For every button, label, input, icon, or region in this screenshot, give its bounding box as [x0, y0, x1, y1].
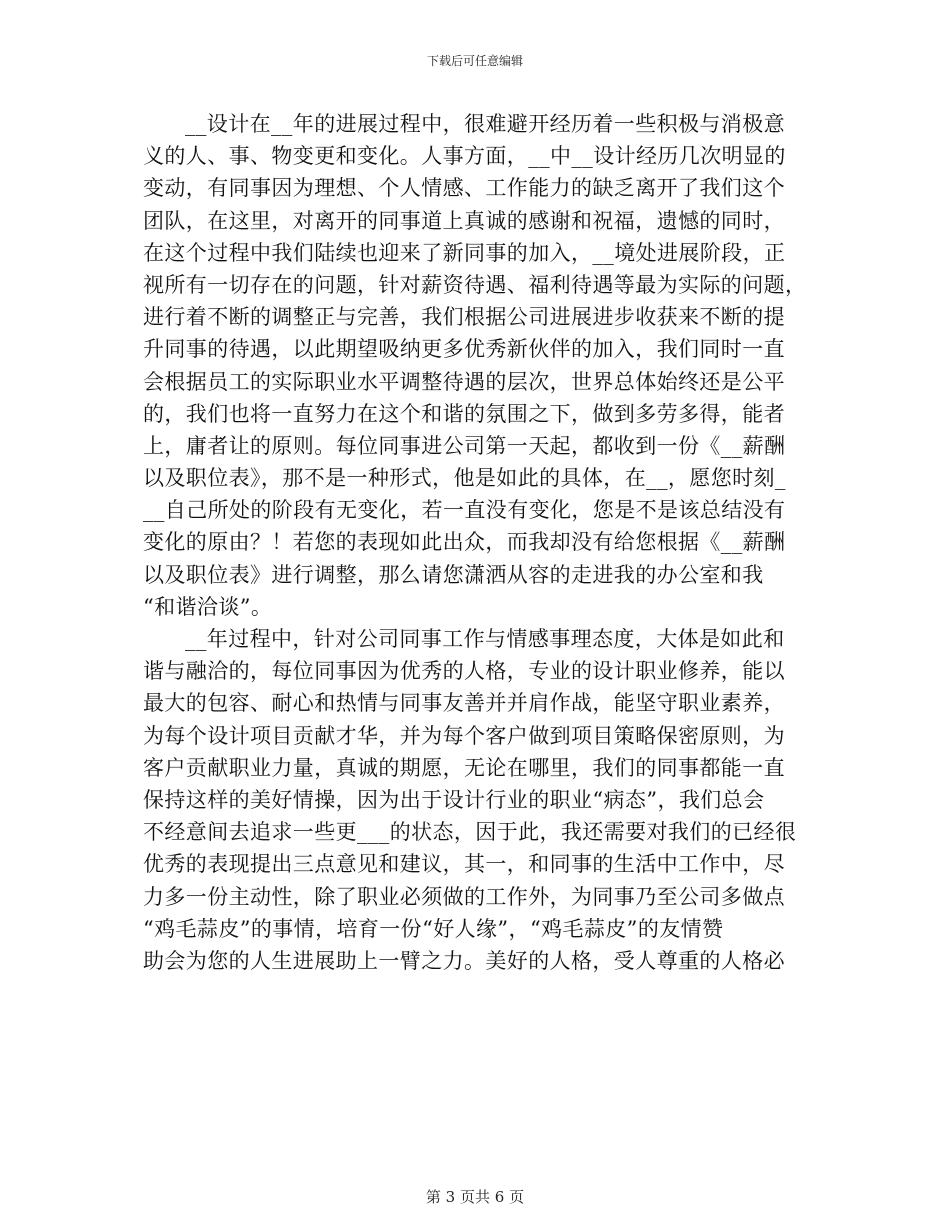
- paragraph-2-line: 优秀的表现提出三点意见和建议，其一，和同事的生活中工作中，尽: [143, 852, 785, 877]
- paragraph-2-line: 为每个设计项目贡献才华，并为每个客户做到项目策略保密原则，为: [143, 723, 785, 748]
- paragraph-2-line: 力多一份主动性，除了职业必须做的工作外，为同事乃至公司多做点: [143, 884, 785, 909]
- paragraph-2-line: 客户贡献职业力量，真诚的期愿，无论在哪里，我们的同事都能一直: [143, 755, 785, 780]
- paragraph-2-line: 谐与融洽的，每位同事因为优秀的人格，专业的设计职业修养，能以: [143, 659, 785, 684]
- paragraph-1-line: 以及职位表》，那不是一种形式，他是如此的具体，在__，愿您时刻_: [143, 466, 786, 491]
- paragraph-1-line: 变化的原由？！若您的表现如此出众，而我却没有给您根据《__薪酬: [143, 530, 786, 555]
- paragraph-1-line: 升同事的待遇，以此期望吸纳更多优秀新伙伴的加入，我们同时一直: [143, 337, 785, 362]
- page-footer: 第 3 页共 6 页: [425, 1188, 525, 1206]
- paragraph-1-line: __设计在__年的进展过程中，很难避开经历着一些积极与消极意: [185, 112, 785, 136]
- paragraph-2-line: 不经意间去追求一些更___的状态，因于此，我还需要对我们的已经很: [143, 820, 797, 845]
- paragraph-2-line: 助会为您的人生进展助上一臂之力。美好的人格，受人尊重的人格必: [143, 948, 785, 973]
- paragraph-1-line: 会根据员工的实际职业水平调整待遇的层次，世界总体始终还是公平: [143, 369, 785, 394]
- paragraph-1-line: “和谐洽谈”。: [143, 594, 273, 619]
- paragraph-1-line: 义的人、事、物变更和变化。人事方面，__中__设计经历几次明显的: [143, 144, 786, 169]
- paragraph-1-line: 进行着不断的调整正与完善，我们根据公司进展进步收获来不断的提: [143, 305, 785, 330]
- paragraph-1-line: __自己所处的阶段有无变化，若一直没有变化，您是不是该总结没有: [143, 498, 786, 523]
- paragraph-1-line: 视所有一切存在的问题，针对薪资待遇、福利待遇等最为实际的问题，: [143, 272, 807, 297]
- document-body: [143, 108, 807, 977]
- paragraph-1-line: 在这个过程中我们陆续也迎来了新同事的加入，__境处进展阶段，正: [143, 240, 786, 265]
- paragraph-1-line: 的，我们也将一直努力在这个和谐的氛围之下，做到多劳多得，能者: [143, 401, 785, 426]
- page-header: 下载后可任意编辑: [426, 54, 523, 68]
- paragraph-1-line: 团队，在这里，对离开的同事道上真诚的感谢和祝福，遗憾的同时，: [143, 208, 785, 233]
- paragraph-2-line: 最大的包容、耐心和热情与同事友善并并肩作战，能坚守职业素养，: [143, 691, 785, 716]
- paragraph-2-line: “鸡毛蒜皮”的事情，培育一份“好人缘”，“鸡毛蒜皮”的友情赞: [143, 916, 724, 941]
- paragraph-2-line: __年过程中，针对公司同事工作与情感事理态度，大体是如此和: [185, 627, 785, 651]
- paragraph-2-line: 保持这样的美好情操，因为出于设计行业的职业“病态”，我们总会: [143, 787, 765, 812]
- paragraph-1-line: 变动，有同事因为理想、个人情感、工作能力的缺乏离开了我们这个: [143, 176, 785, 201]
- paragraph-1-line: 以及职位表》进行调整，那么请您潇洒从容的走进我的办公室和我: [143, 562, 764, 587]
- paragraph-1-line: 上，庸者让的原则。每位同事进公司第一天起，都收到一份《__薪酬: [143, 433, 786, 458]
